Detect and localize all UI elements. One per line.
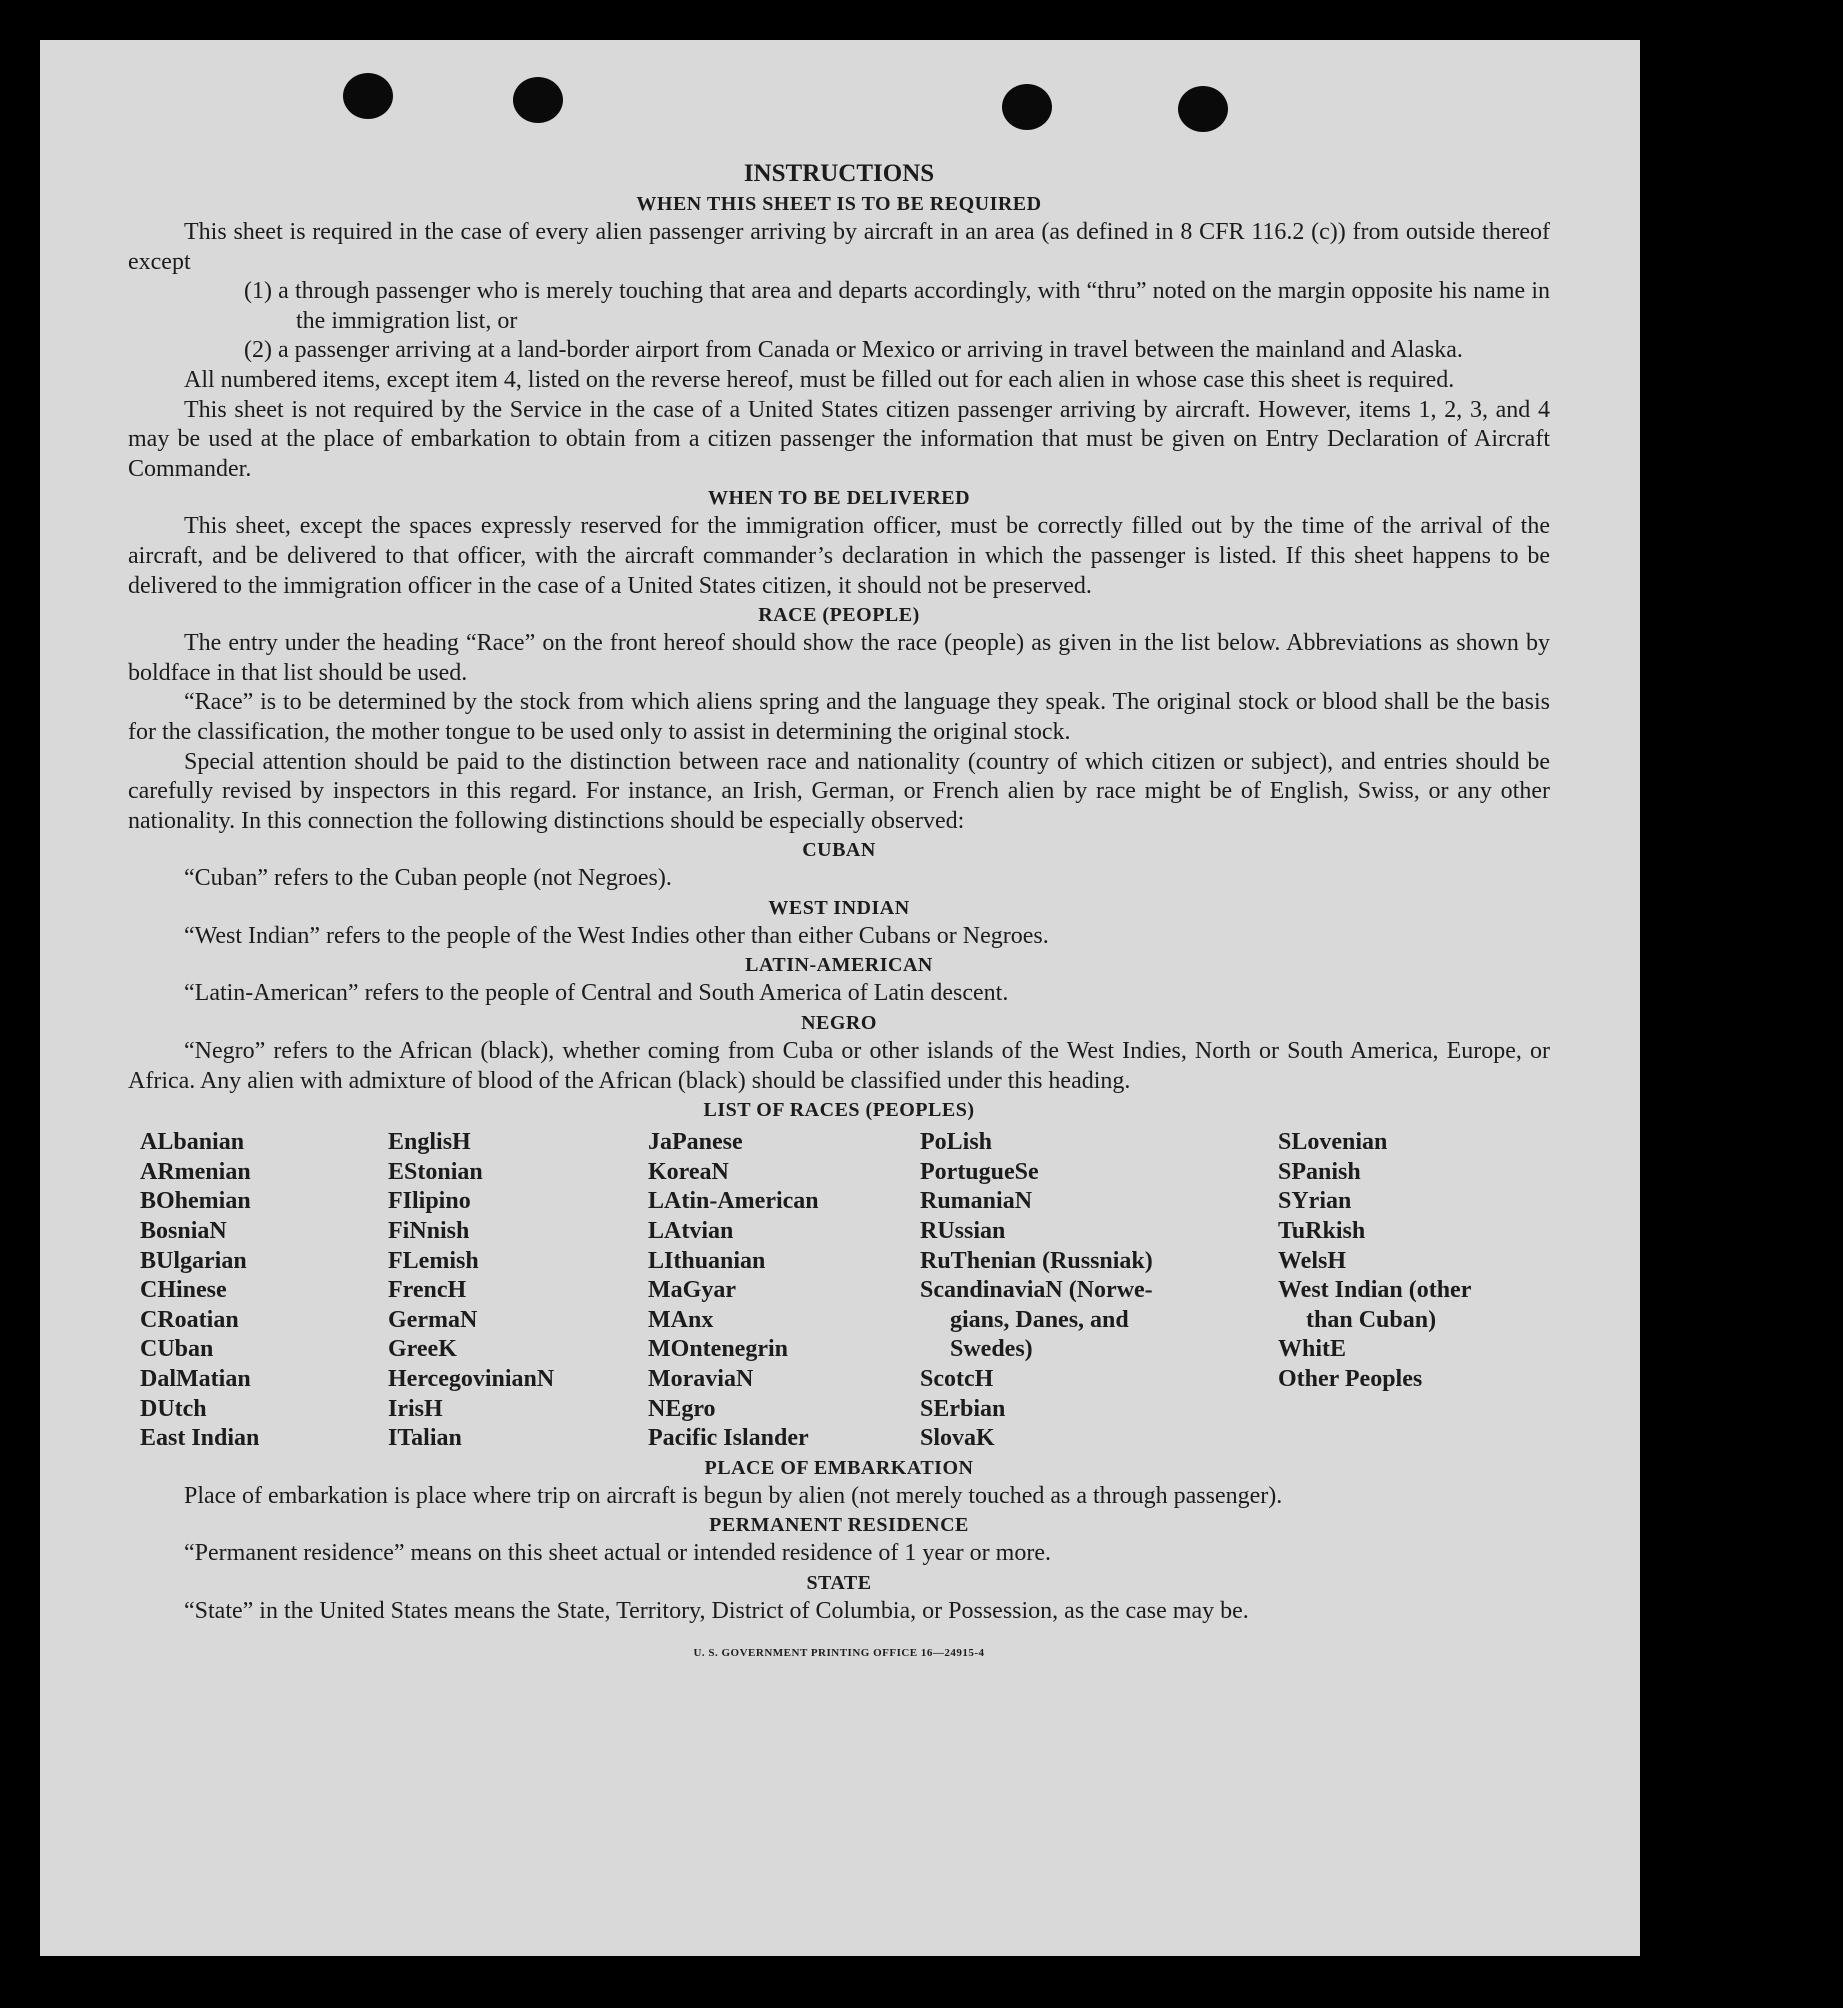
section-heading-race: RACE (PEOPLE) (758, 604, 920, 627)
race-item: EnglisH (388, 1129, 471, 1156)
punch-hole-2 (513, 77, 563, 123)
race-item: East Indian (140, 1425, 260, 1452)
race-item: MOntenegrin (648, 1336, 788, 1363)
race-list (140, 1128, 1550, 1454)
race-column-2 (388, 1128, 648, 1454)
race-item: Pacific Islander (648, 1425, 809, 1452)
race-item: ScotcH (920, 1366, 994, 1392)
race-item: CUban (140, 1336, 214, 1363)
race-item: ScandinaviaN (Norwe- (920, 1277, 1153, 1304)
paragraph: This sheet is not required by the Service in the case of a United States citizen passenger arriving by aircraft. However, items 1, 2, 3, and 4 may be used at the place of embarkation to obtain from a citizen passenger the information that must be given on Entry Declaration of Aircraft Commander. (128, 396, 1550, 482)
race-item: MoraviaN (648, 1366, 754, 1392)
race-item: HercegovinianN (388, 1366, 555, 1392)
paragraph: Special attention should be paid to the distinction between race and nationality (country of which citizen or subject), and entries should be carefully revised by inspectors in this regard. For instance, an Irish, German, or French alien by race might be of English, Swiss, or any other nationality. In this connection the following distinctions should be especially observed: (128, 748, 1550, 834)
race-item-continued: Swedes) (950, 1336, 1033, 1363)
race-item: LAtin-American (648, 1188, 819, 1215)
race-column-5 (1278, 1128, 1538, 1454)
list-item: (1) a through passenger who is merely touching that area and departs accordingly, with “thru” noted on the margin opposite his name in the immigration list, or (244, 278, 1550, 334)
race-item: EStonian (388, 1158, 483, 1185)
race-item: FiNnish (388, 1218, 470, 1245)
section-heading-delivered: WHEN TO BE DELIVERED (707, 487, 971, 510)
paragraph: The entry under the heading “Race” on the front hereof should show the race (people) as given in the list below. Abbreviations as shown by boldface in that list should be used. (128, 630, 1550, 686)
race-column-4 (920, 1128, 1278, 1454)
race-item: SErbian (920, 1395, 1006, 1422)
race-item: FrencH (388, 1277, 467, 1304)
race-item: NEgro (648, 1395, 716, 1422)
race-item: BOhemian (140, 1188, 251, 1215)
section-heading-embarkation: PLACE OF EMBARKATION (704, 1456, 974, 1479)
race-item: ARmenian (140, 1158, 251, 1185)
section-heading-required: WHEN THIS SHEET IS TO BE REQUIRED (636, 193, 1042, 215)
race-item: MAnx (648, 1306, 714, 1333)
paragraph: “State” in the United States means the State, Territory, District of Columbia, or Possession, as the case may be. (184, 1597, 1249, 1624)
race-item: DalMatian (140, 1366, 251, 1392)
race-item: ALbanian (140, 1129, 245, 1156)
page-title: INSTRUCTIONS (743, 160, 935, 187)
paragraph: This sheet is required in the case of every alien passenger arriving by aircraft in an area (as defined in 8 CFR 116.2 (c)) from outside thereof except (128, 219, 1550, 275)
list-item: (2) a passenger arriving at a land-border airport from Canada or Mexico or arriving in travel between the mainland and Alaska. (244, 337, 1463, 364)
form-sheet (40, 40, 1640, 1956)
race-item: FLemish (388, 1247, 479, 1274)
printer-imprint: U. S. GOVERNMENT PRINTING OFFICE 16—24915-4 (693, 1646, 985, 1659)
race-item: Other Peoples (1278, 1366, 1423, 1392)
race-item-continued: gians, Danes, and (950, 1306, 1129, 1333)
race-item: WelsH (1278, 1247, 1347, 1274)
section-heading-latin-american: LATIN-AMERICAN (745, 954, 933, 977)
race-item: BosniaN (140, 1218, 227, 1245)
race-column-3 (648, 1128, 920, 1454)
paragraph: “Latin-American” refers to the people of Central and South America of Latin descent. (184, 980, 1009, 1007)
race-item: MaGyar (648, 1277, 736, 1304)
paragraph: “Race” is to be determined by the stock from which aliens spring and the language they speak. The original stock or blood shall be the basis for the classification, the mother tongue to be used only to assist in determining the original stock. (128, 689, 1550, 745)
race-item: SPanish (1278, 1158, 1361, 1185)
paragraph: “Cuban” refers to the Cuban people (not Negroes). (184, 865, 672, 892)
race-item: WhitE (1278, 1336, 1347, 1363)
race-item: SYrian (1278, 1188, 1352, 1215)
instructions-content (128, 120, 1550, 1668)
punch-hole-1 (343, 73, 393, 119)
race-column-1 (140, 1128, 388, 1454)
race-item: IrisH (388, 1395, 443, 1422)
race-item: RUssian (920, 1218, 1006, 1245)
race-item: CHinese (140, 1277, 227, 1304)
race-item: GermaN (388, 1306, 478, 1333)
paragraph: “West Indian” refers to the people of the West Indies other than either Cubans or Negroes. (184, 922, 1049, 949)
race-item: BUlgarian (140, 1247, 247, 1274)
race-item: JaPanese (648, 1129, 743, 1156)
race-item: West Indian (other (1278, 1277, 1472, 1304)
paragraph: All numbered items, except item 4, listed on the reverse hereof, must be filled out for each alien in whose case this sheet is required. (184, 366, 1455, 393)
race-item: CRoatian (140, 1306, 239, 1333)
race-item: TuRkish (1278, 1218, 1366, 1245)
race-item: GreeK (388, 1336, 457, 1363)
race-item: RumaniaN (920, 1188, 1033, 1215)
section-heading-list-of-races: LIST OF RACES (PEOPLES) (703, 1099, 975, 1122)
section-heading-cuban: CUBAN (802, 839, 876, 862)
race-item: ITalian (388, 1425, 462, 1452)
section-heading-west-indian: WEST INDIAN (768, 896, 910, 919)
section-heading-permanent-residence: PERMANENT RESIDENCE (709, 1514, 969, 1537)
section-heading-state: STATE (806, 1571, 872, 1594)
race-item: DUtch (140, 1395, 207, 1422)
race-item: LAtvian (648, 1218, 734, 1245)
race-item: RuThenian (Russniak) (920, 1247, 1153, 1274)
paragraph: “Negro” refers to the African (black), whether coming from Cuba or other islands of the West Indies, North or South America, Europe, or Africa. Any alien with admixture of blood of the African (black) should be classified under this heading. (128, 1038, 1550, 1094)
race-item: SLovenian (1278, 1129, 1388, 1156)
race-item: PoLish (920, 1129, 993, 1156)
race-item: LIthuanian (648, 1247, 766, 1274)
paragraph: Place of embarkation is place where trip on aircraft is begun by alien (not merely touched as a through passenger). (184, 1482, 1283, 1509)
race-item: PortugueSe (920, 1158, 1039, 1185)
section-heading-negro: NEGRO (801, 1012, 877, 1035)
race-item: FIlipino (388, 1188, 471, 1215)
race-item-continued: than Cuban) (1306, 1306, 1437, 1333)
paragraph: This sheet, except the spaces expressly reserved for the immigration officer, must be correctly filled out by the time of the arrival of the aircraft, and be delivered to that officer, with the aircraft commander’s declaration in which the passenger is listed. If this sheet happens to be delivered to the immigration officer in the case of a United States citizen, it should not be preserved. (128, 513, 1550, 599)
race-item: KoreaN (648, 1158, 729, 1185)
paragraph: “Permanent residence” means on this sheet actual or intended residence of 1 year or more. (184, 1540, 1051, 1567)
race-item: SlovaK (920, 1425, 995, 1452)
